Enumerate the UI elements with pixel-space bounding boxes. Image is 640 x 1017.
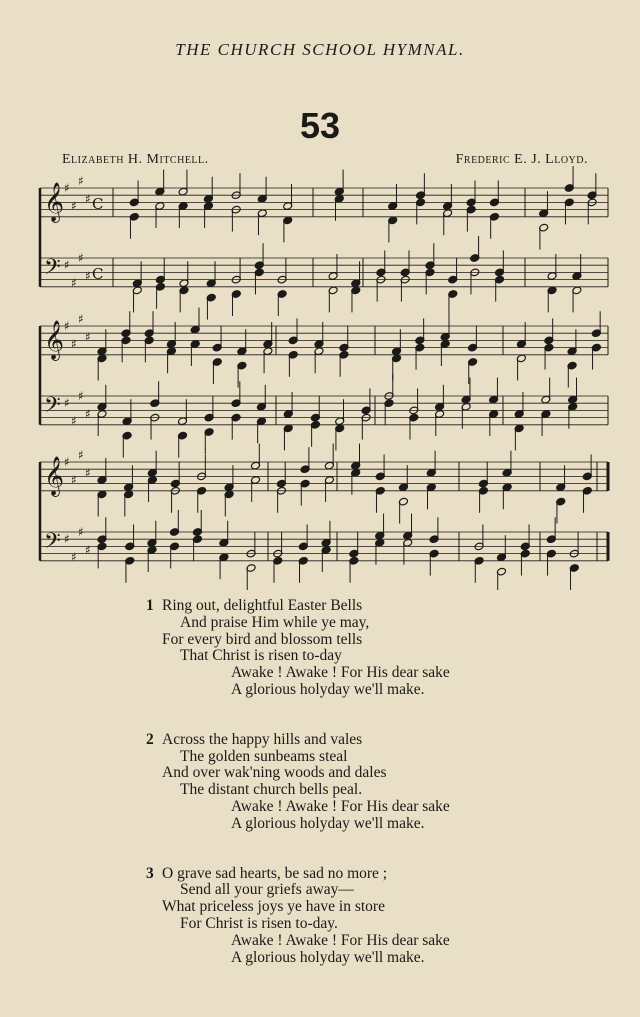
verses — [0, 598, 640, 966]
verse-number: 1 — [146, 597, 154, 614]
verse-line: The golden sunbeams steal — [180, 747, 348, 765]
bass-clef: 𝄢 — [44, 529, 61, 559]
sharp-sign: ♯ — [71, 473, 77, 487]
verse-number: 2 — [146, 730, 154, 748]
page-header: THE CHURCH SCHOOL HYMNAL. — [175, 40, 465, 59]
verse-line: For Christ is risen to-day. — [180, 914, 338, 932]
verse-1 — [0, 598, 640, 699]
verse-line: Send all your griefs away— — [180, 881, 354, 899]
sharp-sign: ♯ — [78, 447, 84, 462]
hymn-number: 53 — [299, 105, 341, 146]
sharp-sign: ♯ — [64, 258, 70, 273]
sharp-sign: ♯ — [78, 173, 84, 188]
sharp-sign: ♯ — [85, 329, 91, 344]
time-signature: C — [92, 194, 104, 213]
sharp-sign: ♯ — [71, 276, 77, 291]
verse-line: Across the happy hills and vales — [162, 730, 363, 748]
verse-line: O grave sad hearts, be sad no more ; — [162, 864, 388, 882]
sharp-sign: ♯ — [85, 269, 91, 283]
verse-2 — [0, 732, 640, 833]
treble-clef: 𝄞 — [44, 456, 65, 496]
sharp-sign: ♯ — [78, 389, 84, 403]
sharp-sign: ♯ — [64, 455, 70, 469]
sharp-sign: ♯ — [85, 465, 91, 480]
sharp-sign: ♯ — [78, 525, 84, 539]
verse-line: For every bird and blossom tells — [162, 630, 363, 648]
verse-line: Awake ! Awake ! For His dear sake — [231, 664, 450, 682]
verse-line: Awake ! Awake ! For His dear sake — [231, 797, 450, 815]
treble-clef: 𝄞 — [44, 320, 65, 360]
sharp-sign: ♯ — [78, 311, 84, 326]
verse-line: That Christ is risen to-day — [180, 647, 342, 665]
sharp-sign: ♯ — [78, 251, 84, 265]
verse-line: Ring out, delightful Easter Bells — [162, 597, 363, 614]
bass-clef: 𝄢 — [44, 255, 61, 285]
verse-line: And over wak'ning woods and dales — [162, 764, 387, 782]
verse-line: Awake ! Awake ! For His dear sake — [231, 931, 450, 949]
sharp-sign: ♯ — [71, 414, 77, 429]
sharp-sign: ♯ — [64, 396, 70, 411]
sharp-sign: ♯ — [64, 319, 70, 333]
sharp-sign: ♯ — [85, 407, 91, 421]
time-signature: C — [92, 264, 104, 283]
sharp-sign: ♯ — [71, 337, 77, 351]
composer-credit: Frederic E. J. Lloyd. — [455, 152, 588, 167]
sharp-sign: ♯ — [85, 543, 91, 557]
treble-clef: 𝄞 — [44, 182, 65, 222]
sharp-sign: ♯ — [71, 550, 77, 565]
sharp-sign: ♯ — [71, 199, 77, 213]
bass-clef: 𝄢 — [44, 393, 61, 423]
verse-line: And praise Him while ye may, — [180, 613, 370, 631]
sharp-sign: ♯ — [64, 532, 70, 547]
verse-line: A glorious holyday we'll make. — [231, 814, 425, 832]
verse-line: A glorious holyday we'll make. — [231, 680, 425, 698]
sharp-sign: ♯ — [64, 181, 70, 195]
verse-line: The distant church bells peal. — [180, 781, 363, 799]
verse-line: A glorious holyday we'll make. — [231, 948, 425, 966]
sharp-sign: ♯ — [85, 191, 91, 206]
verse-number: 3 — [146, 864, 154, 882]
verse-3 — [0, 866, 640, 967]
author-credit: Elizabeth H. Mitchell. — [62, 152, 209, 167]
verse-line: What priceless joys ye have in store — [162, 898, 385, 916]
